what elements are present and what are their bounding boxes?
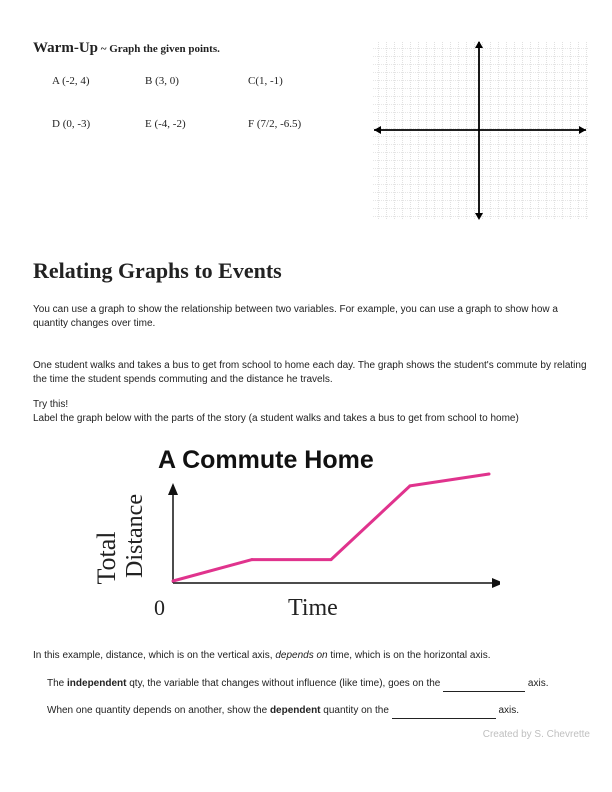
point-c: C(1, -1) bbox=[248, 75, 283, 87]
explain-depends-on: depends on bbox=[275, 650, 328, 661]
dependent-blank[interactable] bbox=[392, 704, 496, 719]
independent-text-c: qty, the variable that changes without influence (like time), goes on the bbox=[126, 678, 444, 689]
y-label-line1: Total bbox=[92, 531, 121, 585]
explain-text-a: In this example, distance, which is on the vertical axis, bbox=[33, 650, 276, 661]
point-e: E (-4, -2) bbox=[145, 118, 186, 130]
y-label-line2: Distance bbox=[122, 494, 148, 578]
y-axis-arrow bbox=[168, 483, 178, 495]
dependent-text-d: axis. bbox=[495, 705, 520, 716]
warmup-title: Warm-Up bbox=[33, 40, 98, 56]
commute-chart-svg bbox=[60, 440, 500, 620]
section-title: Relating Graphs to Events bbox=[33, 258, 282, 283]
independent-text-a: The bbox=[47, 678, 68, 689]
dependent-bold: dependent bbox=[269, 705, 321, 716]
commute-point-3 bbox=[409, 484, 412, 487]
independent-text-d: axis. bbox=[525, 678, 549, 689]
point-b: B (3, 0) bbox=[145, 75, 179, 87]
coordinate-grid-svg bbox=[370, 40, 590, 222]
warmup-heading bbox=[33, 40, 220, 57]
explain-line bbox=[33, 649, 593, 663]
story-paragraph: One student walks and takes a bus to get from school to home each day. The graph shows the student's commute by relating the time the student spends commuting and the distance he travels. bbox=[33, 360, 587, 385]
independent-bold: independent bbox=[67, 678, 127, 689]
commute-point-1 bbox=[251, 558, 254, 561]
warmup-subtitle: ~ Graph the given points. bbox=[98, 43, 220, 55]
point-d: D (0, -3) bbox=[52, 118, 91, 130]
grid-lines bbox=[372, 42, 588, 220]
commute-chart bbox=[60, 440, 500, 620]
point-a: A (-2, 4) bbox=[52, 75, 90, 87]
point-f: F (7/2, -6.5) bbox=[248, 118, 302, 130]
dependent-text-a: When one quantity depends on another, show the bbox=[47, 705, 270, 716]
commute-point-0 bbox=[172, 580, 175, 583]
footer-credit: Created by S. Chevrette bbox=[482, 729, 590, 740]
dependent-line bbox=[47, 704, 597, 719]
coordinate-grid[interactable] bbox=[370, 40, 590, 222]
dependent-text-c: quantity on the bbox=[320, 705, 392, 716]
label-instruction: Label the graph below with the parts of the story (a student walks and takes a bus to get from school to home) bbox=[33, 413, 519, 424]
independent-line bbox=[47, 677, 597, 692]
commute-point-4 bbox=[488, 473, 491, 476]
independent-blank[interactable] bbox=[443, 677, 525, 692]
commute-line bbox=[173, 474, 489, 581]
try-this: Try this! bbox=[33, 399, 69, 410]
intro-paragraph: You can use a graph to show the relationship between two variables. For example, you can use a graph to show how a quantity changes over time. bbox=[33, 304, 558, 329]
chart-title: A Commute Home bbox=[158, 446, 374, 474]
origin-label: 0 bbox=[154, 595, 165, 620]
x-axis-label: Time bbox=[288, 595, 338, 620]
x-axis-arrow bbox=[492, 578, 500, 588]
explain-text-c: time, which is on the horizontal axis. bbox=[327, 650, 491, 661]
commute-point-2 bbox=[330, 558, 333, 561]
